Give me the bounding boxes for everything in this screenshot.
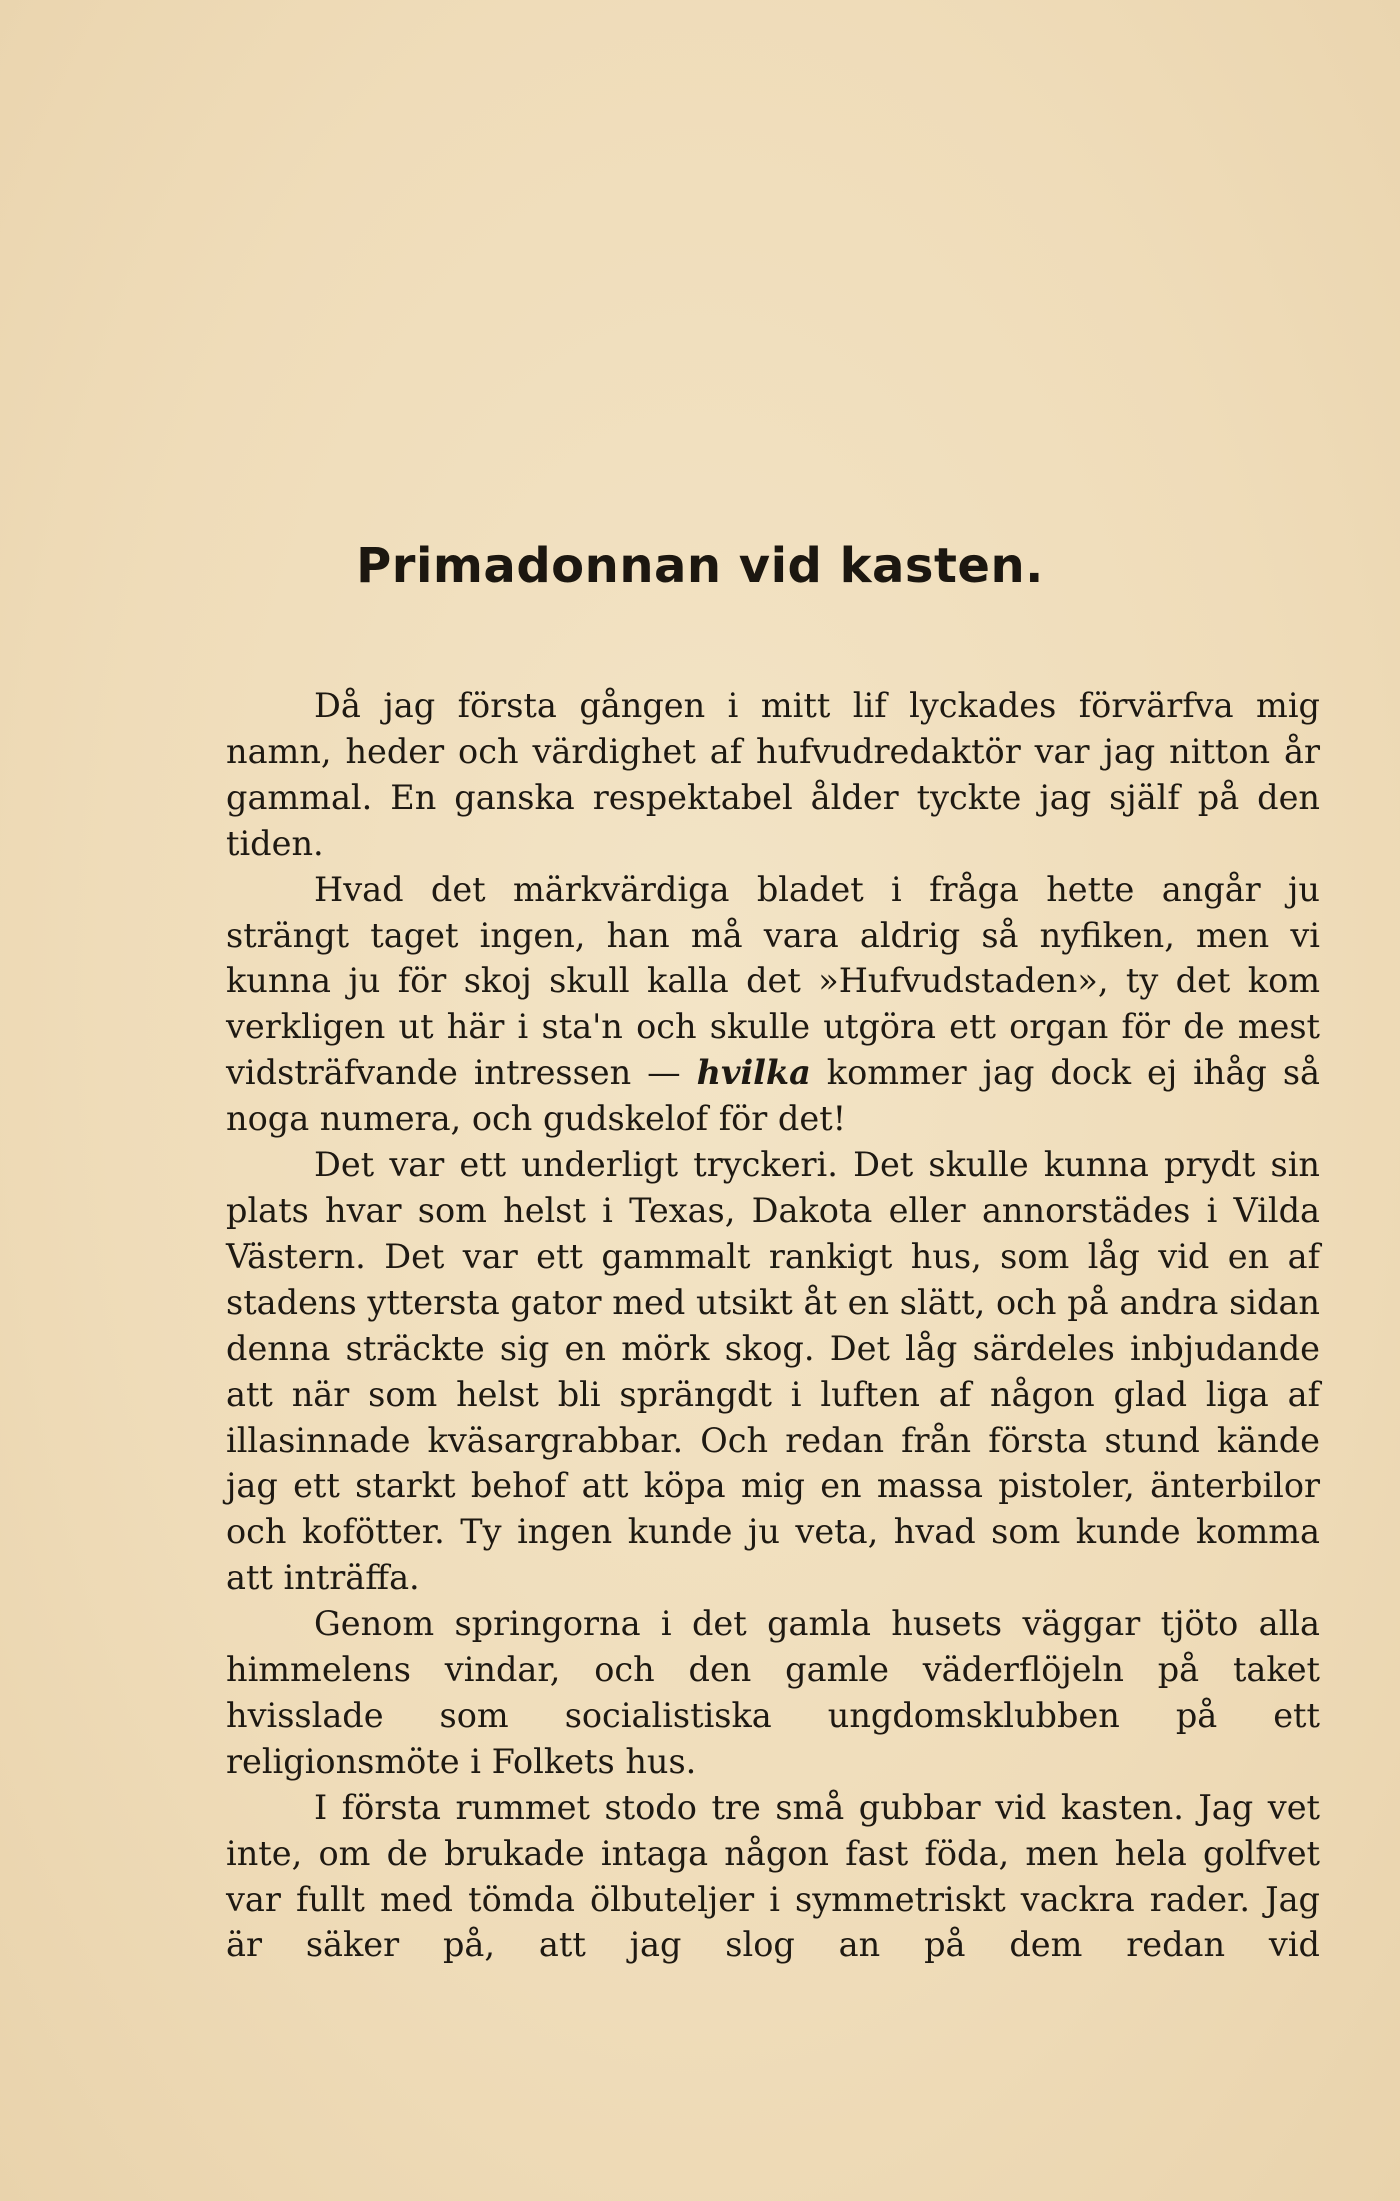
chapter-title: Primadonnan vid kasten.: [356, 538, 1044, 595]
emphasized-word: hvilka: [696, 1053, 811, 1093]
paragraph: Då jag första gången i mitt lif lyckades förvärfva mig namn, heder och värdighet af hufvudredaktör var jag nitton år gammal. En ganska respektabel ålder tyckte jag själf på den tiden.: [226, 686, 1320, 863]
paragraph: Det var ett underligt tryckeri. Det skulle kunna prydt sin plats hvar som helst i Texas, Dakota eller annorstädes i Vilda Västern. Det var ett gammalt rankigt hus, som låg vid en af stadens yttersta gator med utsikt åt en slätt, och på andra sidan denna sträckte sig en mörk skog. Det låg särdeles inbjudande att när som helst bli sprängdt i luften af någon glad liga af illasinnade kväsargrabbar. Och redan från första stund kände jag ett starkt behof att köpa mig en massa pistoler, änterbilor och kofötter. Ty ingen kunde ju veta, hvad som kunde komma att inträffa.: [226, 1145, 1320, 1598]
paragraph-text: Hvad det märkvärdiga bladet i fråga hette angår ju strängt taget ingen, han må vara aldrig så nyfiken, men vi kunna ju för skoj skull kalla det »Hufvudstaden», ty det kom verkligen ut här i sta'n och skulle utgöra ett organ för de mest vidsträfvande intressen —: [226, 869, 1320, 1093]
paragraph-text: kommer jag dock ej ihåg så noga numera, och gudskelof för det!: [226, 1053, 1320, 1139]
paragraph: Genom springorna i det gamla husets väggar tjöto alla himmelens vindar, och den gamle väderflöjeln på taket hvisslade som socialistiska ungdomsklubben på ett religionsmöte i Folkets hus.: [226, 1604, 1320, 1781]
paragraph: [226, 867, 1320, 1142]
body-text: [226, 683, 1320, 1968]
paragraph: I första rummet stodo tre små gubbar vid kasten. Jag vet inte, om de brukade intaga någon fast föda, men hela golfvet var fullt med tömda ölbuteljer i symmetriskt vackra rader. Jag är säker på, att jag slog an på dem redan vid: [226, 1787, 1320, 1965]
